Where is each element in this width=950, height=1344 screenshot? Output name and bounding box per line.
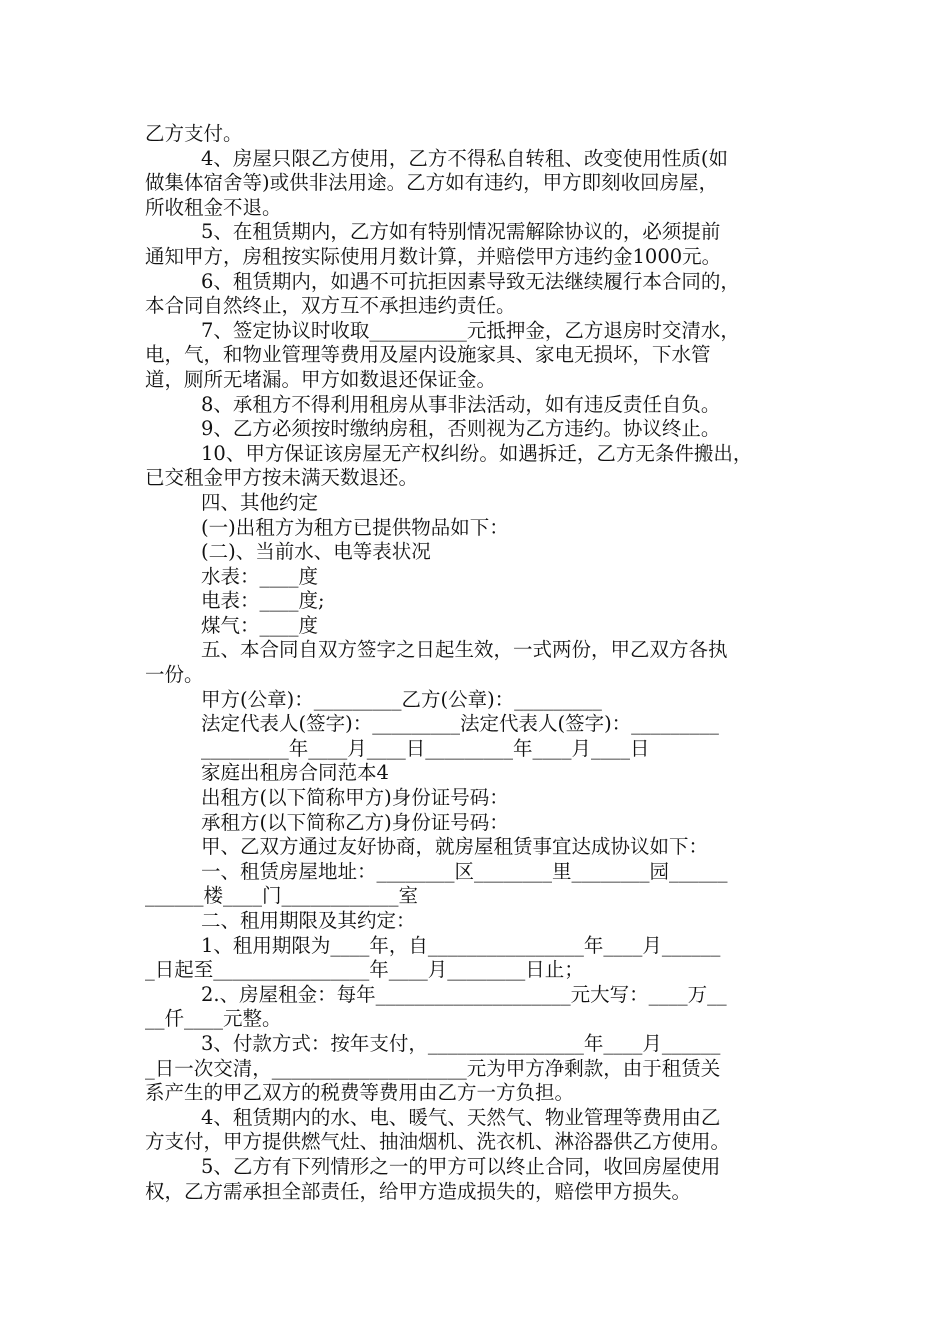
contract-document bbox=[145, 122, 825, 1204]
text-line: 方支付，甲方提供燃气灶、抽油烟机、洗衣机、淋浴器供乙方使用。 bbox=[145, 1130, 731, 1154]
text-line: _________年____月____日_________年____月____日 bbox=[201, 736, 650, 760]
text-line: 3、付款方式：按年支付，________________年____月______ bbox=[201, 1031, 721, 1055]
text-line: 四、其他约定 bbox=[201, 490, 319, 514]
text-line: 通知甲方，房租按实际使用月数计算，并赔偿甲方违约金1000元。 bbox=[145, 244, 722, 268]
text-line: 家庭出租房合同范本4 bbox=[201, 761, 389, 785]
text-line: _日一次交清，____________________元为甲方净剩款，由于租赁关 bbox=[145, 1056, 721, 1080]
text-line: 承租方(以下简称乙方)身份证号码： bbox=[201, 810, 509, 834]
text-line: 电，气，和物业管理等费用及屋内设施家具、家电无损坏，下水管 bbox=[145, 343, 711, 367]
text-line: (二)、当前水、电等表状况 bbox=[201, 540, 431, 564]
text-line: 4、租赁期内的水、电、暖气、天然气、物业管理等费用由乙 bbox=[201, 1105, 721, 1129]
text-line: 出租方(以下简称甲方)身份证号码： bbox=[201, 786, 509, 810]
text-line: (一)出租方为租方已提供物品如下： bbox=[201, 515, 509, 539]
text-line: 已交租金甲方按未满天数退还。 bbox=[145, 466, 419, 490]
text-line: _日起至________________年____月________日止； bbox=[145, 958, 584, 982]
text-line: 7、签定协议时收取__________元抵押金，乙方退房时交清水， bbox=[201, 318, 740, 342]
text-line: 权，乙方需承担全部责任，给甲方造成损失的，赔偿甲方损失。 bbox=[145, 1179, 692, 1203]
text-line: 一份。 bbox=[145, 663, 204, 687]
text-line: 水表：____度 bbox=[201, 564, 319, 588]
text-line: 甲、乙双方通过友好协商，就房屋租赁事宜达成协议如下： bbox=[201, 835, 709, 859]
text-line: 4、房屋只限乙方使用，乙方不得私自转租、改变使用性质(如 bbox=[201, 146, 729, 170]
text-line: 一、租赁房屋地址：________区________里________园______ bbox=[201, 859, 728, 883]
text-line: 电表：____度; bbox=[201, 589, 325, 613]
text-line: 10、甲方保证该房屋无产权纠纷。如遇拆迁，乙方无条件搬出， bbox=[201, 441, 753, 465]
text-line: __仟____元整。 bbox=[145, 1007, 282, 1031]
text-line: 系产生的甲乙双方的税费等费用由乙方一方负担。 bbox=[145, 1081, 575, 1105]
text-line: 8、承租方不得利用租房从事非法活动，如有违反责任自负。 bbox=[201, 392, 721, 416]
text-line: 甲方(公章)：_________乙方(公章)：_________ bbox=[201, 687, 602, 711]
text-line: ______楼____门____________室 bbox=[145, 884, 419, 908]
text-line: 乙方支付。 bbox=[145, 122, 243, 145]
text-line: 5、在租赁期内，乙方如有特别情况需解除协议的，必须提前 bbox=[201, 220, 721, 244]
text-line: 本合同自然终止，双方互不承担违约责任。 bbox=[145, 294, 516, 318]
text-line: 做集体宿舍等)或供非法用途。乙方如有违约，甲方即刻收回房屋， bbox=[145, 171, 719, 195]
text-line: 五、本合同自双方签字之日起生效，一式两份，甲乙双方各执 bbox=[201, 638, 728, 662]
text-line: 9、乙方必须按时缴纳房租，否则视为乙方违约。协议终止。 bbox=[201, 417, 721, 441]
text-line: 法定代表人(签字)：_________法定代表人(签字)：_________ bbox=[201, 712, 719, 736]
text-line: 所收租金不退。 bbox=[145, 195, 282, 219]
text-line: 2.、房屋租金：每年____________________元大写：____万__ bbox=[201, 982, 727, 1006]
text-line: 6、租赁期内，如遇不可抗拒因素导致无法继续履行本合同的， bbox=[201, 269, 740, 293]
text-line: 1、租用期限为____年，自________________年____月______ bbox=[201, 933, 721, 957]
text-line: 二、租用期限及其约定： bbox=[201, 909, 416, 932]
text-line: 煤气：____度 bbox=[201, 613, 319, 637]
text-line: 道，厕所无堵漏。甲方如数退还保证金。 bbox=[145, 367, 497, 391]
text-line: 5、乙方有下列情形之一的甲方可以终止合同，收回房屋使用 bbox=[201, 1154, 721, 1178]
